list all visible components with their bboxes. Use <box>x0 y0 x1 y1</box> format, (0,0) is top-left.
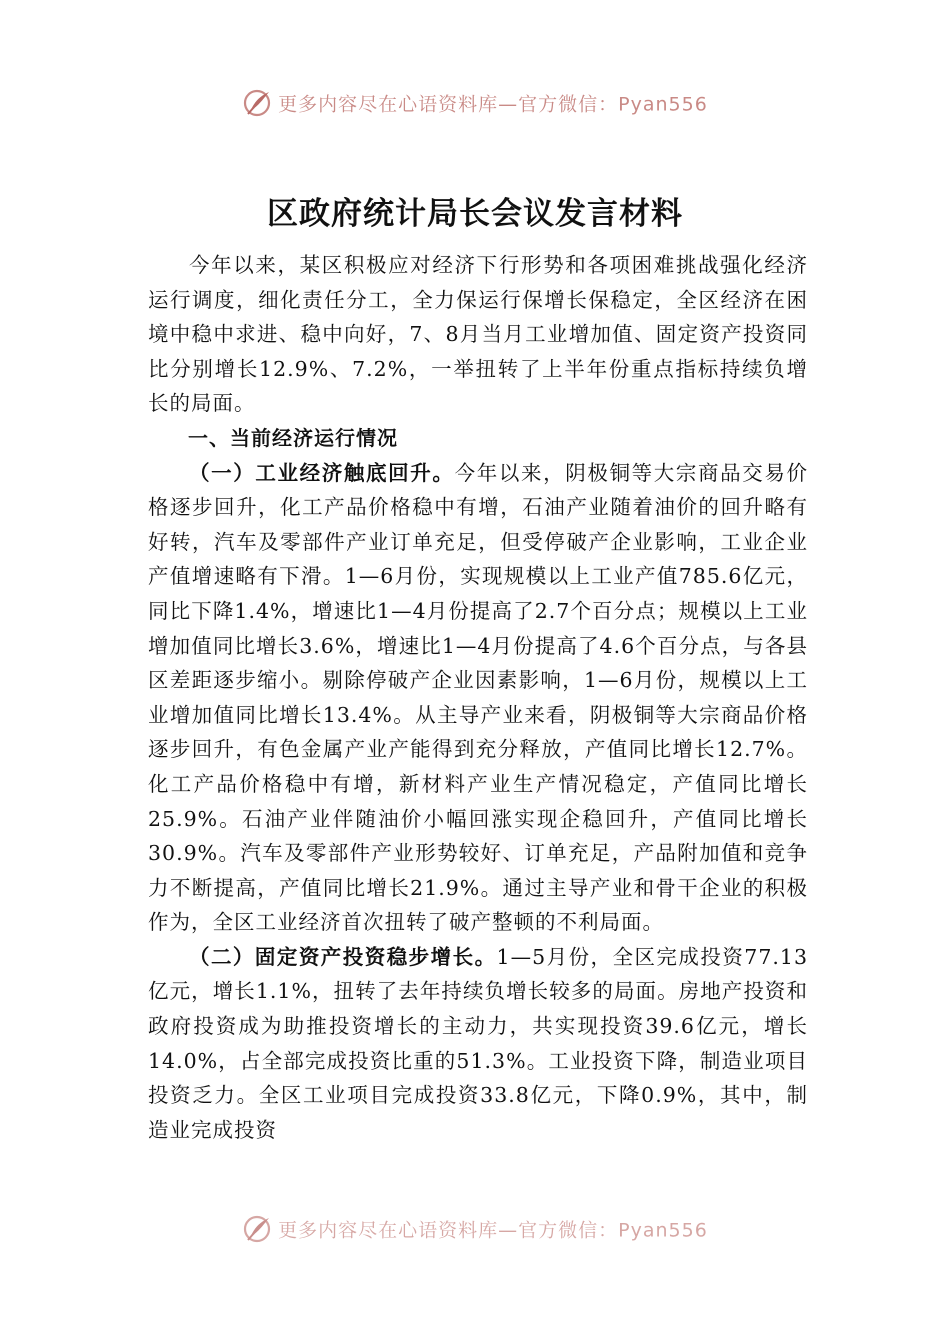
investment-paragraph <box>148 940 808 1148</box>
intro-paragraph <box>148 248 808 421</box>
paragraph-text: 今年以来，阴极铜等大宗商品交易价格逐步回升，化工产品价格稳中有增，石油产业随着油价的回升略有好转，汽车及零部件产业订单充足，但受停破产企业影响，工业企业产值增速略有下滑。1—6月份，实现规模以上工业产值785.6亿元，同比下降1.4%，增速比1—4月份提高了2.7个百分点；规模以上工业增加值同比增长3.6%，增速比1—4月份提高了4.6个百分点，与各县区差距逐步缩小。剔除停破产企业因素影响，1—6月份，规模以上工业增加值同比增长13.4%。从主导产业来看，阴极铜等大宗商品价格逐步回升，有色金属产业产能得到充分释放，产值同比增长12.7%。化工产品价格稳中有增，新材料产业生产情况稳定，产值同比增长25.9%。石油产业伴随油价小幅回涨实现企稳回升，产值同比增长30.9%。汽车及零部件产业形势较好、订单充足，产品附加值和竞争力不断提高，产值同比增长21.9%。通过主导产业和骨干企业的积极作为，全区工业经济首次扭转了破产整顿的不利局面。 <box>148 460 809 935</box>
paragraph-text: 今年以来，某区积极应对经济下行形势和各项困难挑战强化经济运行调度，细化责任分工，全力保运行保增长保稳定，全区经济在困境中稳中求进、稳中向好，7、8月当月工业增加值、固定资产投资同比分别增长12.9%、7.2%，一举扭转了上半年份重点指标持续负增长的局面。 <box>148 253 808 416</box>
section-heading: 一、当前经济运行情况 <box>188 425 398 450</box>
document-body <box>148 248 808 1147</box>
quill-logo-icon <box>242 1214 272 1244</box>
subsection-lead: （一）工业经济触底回升。 <box>189 460 455 485</box>
quill-logo-icon <box>242 88 272 118</box>
document-title: 区政府统计局长会议发言材料 <box>267 196 683 232</box>
industry-paragraph <box>148 456 808 940</box>
footer-watermark <box>0 1214 950 1244</box>
header-watermark-text: 更多内容尽在心语资料库—官方微信：Pyan556 <box>278 93 708 116</box>
paragraph-text: 1—5月份，全区完成投资77.13亿元，增长1.1%，扭转了去年持续负增长较多的局面。房地产投资和政府投资成为助推投资增长的主动力，共实现投资39.6亿元，增长14.0%，占全部完成投资比重的51.3%。工业投资下降，制造业项目投资乏力。全区工业项目完成投资33.8亿元，下降0.9%，其中，制造业完成投资 <box>148 944 808 1142</box>
footer-watermark-text: 更多内容尽在心语资料库—官方微信：Pyan556 <box>278 1219 708 1242</box>
subsection-lead: （二）固定资产投资稳步增长。 <box>189 944 497 969</box>
header-watermark <box>0 88 950 118</box>
